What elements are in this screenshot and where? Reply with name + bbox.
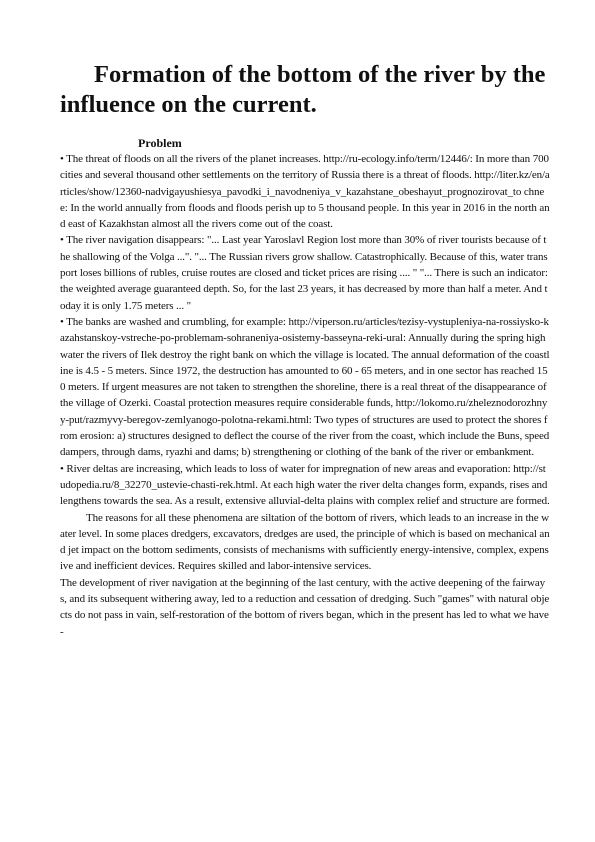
bullet-paragraph-deltas: • River deltas are increasing, which leads to loss of water for impregnation of new areas and evaporation: http://studopedia.ru/8_32270_ustevie-chasti-rek.html. At each high water the river delta changes form, expands, rises and lengthens towards the sea. As a result, extensive alluvial-delta plains with complex relief and structure are formed. <box>60 462 550 508</box>
bullet-paragraph-banks: • The banks are washed and crumbling, for example: http://viperson.ru/articles/tezisy-vystupleniya-na-rossiysko-kazahstanskoy-vstreche-po-problemam-sohraneniya-osistemy-basseyna-reki-ural: Annually during the spring high water the rivers of Ilek destroy the right bank on which the village is located. The annual deformation of the coastline is 4.5 - 5 meters. Since 1972, the destruction has amounted to 60 - 65 meters, and in one sector has reached 150 meters. If urgent measures are not taken to strengthen the shoreline, there is a real threat of the disappearance of the village of Ozerki. Coastal protection measures require considerable funds, http://lokomo.ru/zheleznodorozhnyy-put/razmyvy-beregov-zemlyanogo-polotna-rekami.html: Two types of structures are used to protect the shores from erosion: a) structures designed to deflect the course of the river from the coast, which include the Buns, speed dampers, through dams, ryazhi and dams; b) strengthening or clothing of the bank of the river or embankment. <box>60 315 550 459</box>
bullet-paragraph-floods: • The threat of floods on all the rivers of the planet increases. http://ru-ecology.info/term/12446/: In more than 700 cities and several thousand other settlements on the territory of Russia there is a threat of floods. http://liter.kz/en/articles/show/12360-nadvigayushiesya_pavodki_i_navodneniya_v_kazahstane_obeshayut_prognozirovat_to chnee: In the world annually from floods and floods perish up to 5 thousand people. In this year in 2016 in the north and east of Kazakhstan almost all the rivers come out of the coast. <box>60 153 550 231</box>
paragraph-development: The development of river navigation at the beginning of the last century, with the active deepening of the fairways, and its subsequent withering away, led to a reduction and cessation of dredging. Such "games" with natural objects do not pass in vain, self-restoration of the bottom of rivers began, which in the present has led to what we have - <box>60 576 550 638</box>
paragraph-reasons: The reasons for all these phenomena are siltation of the bottom of rivers, which leads to an increase in the water level. In some places dredgers, excavators, dredges are used, the principle of which is based on mechanical and jet impact on the bottom sediments, consists of mechanisms with sufficiently energy-intensive, complex, expensive and inefficient devices. Requires skilled and labor-intensive services. <box>60 511 550 573</box>
bullet-paragraph-navigation: • The river navigation disappears: "... Last year Yaroslavl Region lost more than 30% of river tourists because of the shallowing of the Volga ...". "... The Russian rivers grow shallow. Catastrophically. Because of this, water transport loses billions of rubles, cruise routes are closed and ticket prices are rising .... " "... There is such an indicator: the weighted average guaranteed depth. So, for the last 23 years, it has decreased by more than half a meter. And today it is only 1.75 meters ... " <box>60 234 548 312</box>
document-title: Formation of the bottom of the river by the influence on the current. <box>60 61 546 118</box>
section-heading: Problem <box>138 136 182 150</box>
document-body <box>60 151 550 640</box>
